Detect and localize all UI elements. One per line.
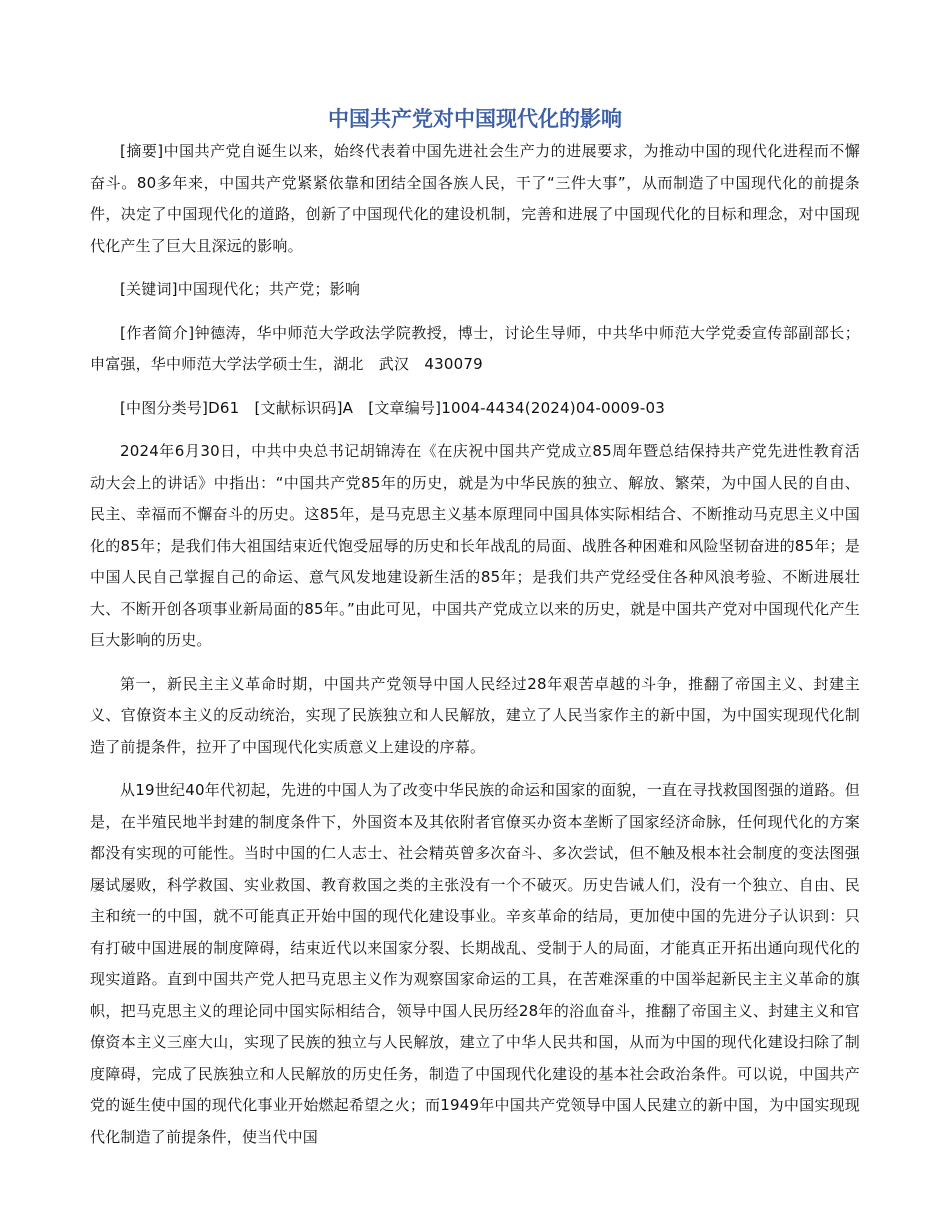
body-paragraph: 第一，新民主主义革命时期，中国共产党领导中国人民经过28年艰苦卓越的斗争，推翻了帝国主义、封建主义、官僚资本主义的反动统治，实现了民族独立和人民解放，建立了人民当家作主的新中国，为中国实现现代化制造了前提条件，拉开了中国现代化实质意义上建设的序幕。 [90, 674, 860, 756]
abstract-paragraph: [摘要]中国共产党自诞生以来，始终代表着中国先进社会生产力的进展要求，为推动中国的现代化进程而不懈奋斗。80多年来，中国共产党紧紧依靠和团结全国各族人民，干了“三件大事”，从而制造了中国现代化的前提条件，决定了中国现代化的道路，创新了中国现代化的建设机制，完善和进展了中国现代化的目标和理念，对中国现代化产生了巨大且深远的影响。 [90, 142, 860, 255]
classification-paragraph: [中图分类号]D61 [文献标识码]A [文章编号]1004-4434(2024)04-0009-03 [120, 398, 666, 417]
document-page [90, 104, 860, 1165]
keywords-paragraph: [关键词]中国现代化；共产党；影响 [120, 280, 361, 298]
author-info-paragraph: [作者简介]钟德涛，华中师范大学政法学院教授，博士，讨论生导师，中共华中师范大学党委宣传部副部长；申富强，华中师范大学法学硕士生，湖北 武汉 430079 [90, 323, 860, 373]
body-paragraph: 从19世纪40年代初起，先进的中国人为了改变中华民族的命运和国家的面貌，一直在寻找救国图强的道路。但是，在半殖民地半封建的制度条件下，外国资本及其依附者官僚买办资本垄断了国家经济命脉，任何现代化的方案都没有实现的可能性。当时中国的仁人志士、社会精英曾多次奋斗、多次尝试，但不触及根本社会制度的变法图强屡试屡败，科学救国、实业救国、教育救国之类的主张没有一个不破灭。历史告诫人们，没有一个独立、自由、民主和统一的中国，就不可能真正开始中国的现代化建设事业。辛亥革命的结局，更加使中国的先进分子认识到：只有打破中国进展的制度障碍，结束近代以来国家分裂、长期战乱、受制于人的局面，才能真正开拓出通向现代化的现实道路。直到中国共产党人把马克思主义作为观察国家命运的工具，在苦难深重的中国举起新民主主义革命的旗帜，把马克思主义的理论同中国实际相结合，领导中国人民历经28年的浴血奋斗，推翻了帝国主义、封建主义和官僚资本主义三座大山，实现了民族的独立与人民解放，建立了中华人民共和国，从而为中国的现代化建设扫除了制度障碍，完成了民族独立和人民解放的历史任务，制造了中国现代化建设的基本社会政治条件。可以说，中国共产党的诞生使中国的现代化事业开始燃起希望之火；而1949年中国共产党领导中国人民建立的新中国，为中国实现现代化制造了前提条件，使当代中国 [90, 781, 860, 1146]
body-paragraph: 2024年6月30日，中共中央总书记胡锦涛在《在庆祝中国共产党成立85周年暨总结保持共产党先进性教育活动大会上的讲话》中指出：“中国共产党85年的历史，就是为中华民族的独立、解放、繁荣，为中国人民的自由、民主、幸福而不懈奋斗的历史。这85年，是马克思主义基本原理同中国具体实际相结合、不断推动马克思主义中国化的85年；是我们伟大祖国结束近代饱受屈辱的历史和长年战乱的局面、战胜各种困难和风险坚韧奋进的85年；是中国人民自己掌握自己的命运、意气风发地建设新生活的85年；是我们共产党经受住各种风浪考验、不断进展壮大、不断开创各项事业新局面的85年。”由此可见，中国共产党成立以来的历史，就是中国共产党对中国现代化产生巨大影响的历史。 [90, 442, 860, 649]
document-title: 中国共产党对中国现代化的影响 [328, 107, 622, 131]
